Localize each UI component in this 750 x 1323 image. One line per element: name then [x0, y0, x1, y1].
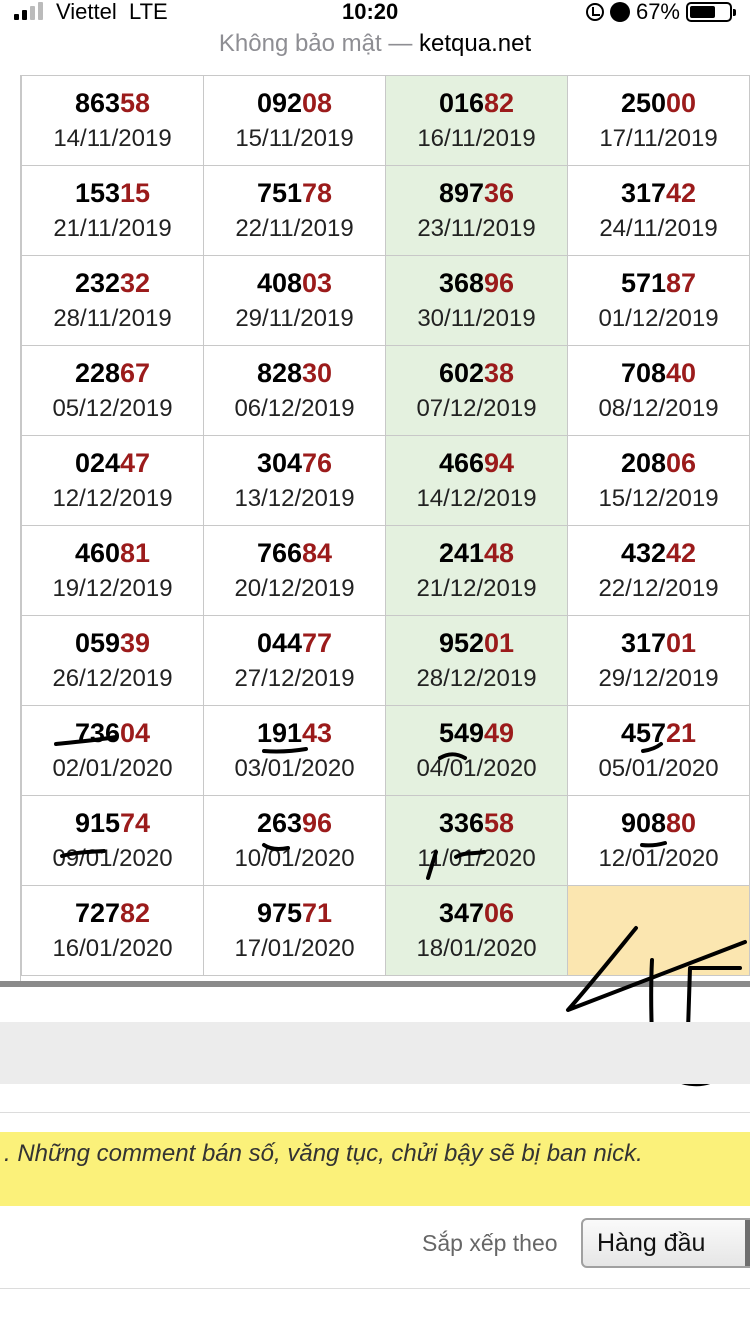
result-number-head: 408 — [256, 267, 302, 298]
result-date: 01/12/2019 — [598, 304, 719, 332]
result-number — [386, 448, 567, 478]
result-cell — [568, 526, 750, 616]
result-number-head: 466 — [438, 447, 484, 478]
result-number-head: 897 — [438, 177, 484, 208]
comment-input-area[interactable] — [0, 1022, 750, 1084]
result-date: 05/01/2020 — [598, 754, 719, 782]
result-date: 19/12/2019 — [52, 574, 173, 602]
result-number — [204, 178, 385, 208]
chevron-down-icon — [745, 1220, 750, 1266]
result-number — [22, 178, 203, 208]
result-date: 15/12/2019 — [598, 484, 719, 512]
result-cell — [204, 886, 386, 976]
result-cell — [568, 436, 750, 526]
result-number-head: 263 — [256, 807, 302, 838]
status-right — [586, 0, 732, 25]
result-number-head: 044 — [256, 627, 302, 658]
result-number-head: 863 — [74, 87, 120, 118]
result-number-head: 549 — [438, 717, 484, 748]
result-date: 22/12/2019 — [598, 574, 719, 602]
result-row — [22, 436, 750, 526]
result-date: 23/11/2019 — [417, 214, 536, 242]
result-number — [386, 718, 567, 748]
result-number — [386, 268, 567, 298]
result-date: 14/12/2019 — [416, 484, 537, 512]
result-date: 17/01/2020 — [234, 934, 355, 962]
result-number-tail: 94 — [484, 447, 515, 478]
result-number-head: 153 — [74, 177, 120, 208]
result-cell — [204, 436, 386, 526]
result-date: 18/01/2020 — [416, 934, 537, 962]
result-date: 16/01/2020 — [52, 934, 173, 962]
result-number-head: 952 — [438, 627, 484, 658]
result-number — [386, 628, 567, 658]
result-cell — [568, 346, 750, 436]
result-number-head: 250 — [620, 87, 666, 118]
result-number-tail: 15 — [120, 177, 151, 208]
result-cell — [204, 346, 386, 436]
result-number — [386, 808, 567, 838]
result-date: 13/12/2019 — [234, 484, 355, 512]
result-cell — [204, 76, 386, 166]
result-number — [568, 538, 749, 568]
result-cell — [386, 706, 568, 796]
result-number-tail: 00 — [666, 87, 697, 118]
result-number-head: 908 — [620, 807, 666, 838]
result-number-head: 304 — [256, 447, 302, 478]
result-date: 30/11/2019 — [417, 304, 536, 332]
result-date: 10/01/2020 — [234, 844, 355, 872]
result-number-tail: 40 — [666, 357, 697, 388]
result-date: 02/01/2020 — [52, 754, 173, 782]
result-number-head: 460 — [74, 537, 120, 568]
result-number — [22, 268, 203, 298]
result-cell — [386, 76, 568, 166]
result-cell — [568, 796, 750, 886]
result-number-head: 751 — [256, 177, 302, 208]
battery-icon — [686, 2, 732, 22]
result-cell — [568, 166, 750, 256]
result-cell — [22, 76, 204, 166]
result-number — [204, 808, 385, 838]
result-number — [568, 628, 749, 658]
result-number-head: 228 — [74, 357, 120, 388]
result-number-tail: 58 — [120, 87, 151, 118]
result-date: 27/12/2019 — [234, 664, 355, 692]
result-number-head: 708 — [620, 357, 666, 388]
result-date: 06/12/2019 — [234, 394, 355, 422]
result-cell — [22, 436, 204, 526]
result-number — [386, 538, 567, 568]
result-number-tail: 08 — [302, 87, 333, 118]
result-date: 21/11/2019 — [53, 214, 172, 242]
result-cell — [204, 526, 386, 616]
result-date: 29/11/2019 — [235, 304, 354, 332]
result-number — [386, 88, 567, 118]
result-number-head: 241 — [438, 537, 484, 568]
result-number-head: 828 — [256, 357, 302, 388]
sort-selected-value: Hàng đầu — [597, 1229, 706, 1257]
result-number — [386, 898, 567, 928]
result-row — [22, 796, 750, 886]
result-cell — [386, 346, 568, 436]
result-number-tail: 80 — [666, 807, 697, 838]
result-number-head: 317 — [620, 627, 666, 658]
result-number-tail: 96 — [302, 807, 333, 838]
sort-select[interactable] — [581, 1218, 750, 1268]
result-number-tail: 21 — [666, 717, 697, 748]
result-number-head: 336 — [438, 807, 484, 838]
result-number-tail: 77 — [302, 627, 333, 658]
result-date: 29/12/2019 — [598, 664, 719, 692]
result-number-tail: 76 — [302, 447, 333, 478]
sort-label: Sắp xếp theo — [422, 1230, 558, 1256]
result-number-head: 024 — [74, 447, 120, 478]
result-date: 16/11/2019 — [417, 124, 536, 152]
result-row — [22, 616, 750, 706]
divider — [0, 981, 750, 987]
rotation-lock-icon — [586, 3, 604, 21]
result-date: 26/12/2019 — [52, 664, 173, 692]
result-date: 28/12/2019 — [416, 664, 537, 692]
result-number-tail: 06 — [666, 447, 697, 478]
result-number-tail: 82 — [120, 897, 151, 928]
security-label: Không bảo mật — — [218, 30, 413, 57]
result-number-tail: 43 — [302, 717, 333, 748]
result-date: 12/01/2020 — [598, 844, 719, 872]
result-number — [204, 88, 385, 118]
comment-rules-notice — [0, 1132, 750, 1206]
result-number-tail: 96 — [484, 267, 515, 298]
result-cell — [22, 796, 204, 886]
result-cell — [386, 436, 568, 526]
status-bar — [0, 0, 750, 24]
result-date: 12/12/2019 — [52, 484, 173, 512]
result-row — [22, 76, 750, 166]
result-date: 24/11/2019 — [599, 214, 718, 242]
result-number-tail: 81 — [120, 537, 151, 568]
result-row — [22, 346, 750, 436]
alarm-icon — [610, 2, 630, 22]
results-table — [21, 75, 750, 976]
carrier-label: Viettel LTE — [56, 0, 168, 24]
result-number-tail: 01 — [666, 627, 697, 658]
result-cell — [22, 346, 204, 436]
result-cell — [22, 526, 204, 616]
result-date: 21/12/2019 — [416, 574, 537, 602]
result-number-tail: 30 — [302, 357, 333, 388]
result-cell — [386, 256, 568, 346]
result-number-head: 092 — [256, 87, 302, 118]
result-number-tail: 58 — [484, 807, 515, 838]
result-row — [22, 706, 750, 796]
battery-percent: 67% — [635, 0, 680, 24]
result-number-tail: 06 — [484, 897, 515, 928]
result-date: 22/11/2019 — [235, 214, 354, 242]
result-number — [568, 88, 749, 118]
result-number — [204, 898, 385, 928]
signal-icon — [14, 2, 43, 20]
result-row — [22, 886, 750, 976]
result-number — [204, 448, 385, 478]
result-number-head: 766 — [256, 537, 302, 568]
result-cell — [204, 706, 386, 796]
result-number — [22, 448, 203, 478]
result-number — [22, 538, 203, 568]
result-number-tail: 39 — [120, 627, 151, 658]
result-number-head: 191 — [256, 717, 302, 748]
result-cell — [22, 886, 204, 976]
result-number-tail: 67 — [120, 357, 151, 388]
result-cell — [386, 166, 568, 256]
result-number-tail: 87 — [666, 267, 697, 298]
result-number-head: 457 — [620, 717, 666, 748]
result-date: 15/11/2019 — [235, 124, 354, 152]
result-cell — [568, 76, 750, 166]
result-number-tail: 42 — [666, 177, 697, 208]
result-number — [568, 448, 749, 478]
result-date: 28/11/2019 — [53, 304, 172, 332]
result-number-tail: 82 — [484, 87, 515, 118]
result-cell — [22, 616, 204, 706]
result-cell — [22, 256, 204, 346]
result-number — [204, 538, 385, 568]
result-number — [568, 808, 749, 838]
result-number — [22, 898, 203, 928]
result-date: 07/12/2019 — [416, 394, 537, 422]
notice-text: . Những comment bán số, văng tục, chửi bậy sẽ bị ban nick. — [4, 1140, 643, 1167]
result-number-tail: 47 — [120, 447, 151, 478]
result-number-head: 347 — [438, 897, 484, 928]
result-number-head: 317 — [620, 177, 666, 208]
result-cell — [204, 256, 386, 346]
result-number — [568, 358, 749, 388]
result-date: 14/11/2019 — [53, 124, 172, 152]
result-cell — [386, 616, 568, 706]
result-row — [22, 526, 750, 616]
result-number-tail: 01 — [484, 627, 515, 658]
result-number-head: 602 — [438, 357, 484, 388]
result-cell-empty — [568, 886, 750, 976]
result-date: 11/01/2020 — [417, 844, 536, 872]
result-number-tail: 36 — [484, 177, 515, 208]
result-cell — [568, 706, 750, 796]
result-cell — [22, 706, 204, 796]
result-cell — [386, 796, 568, 886]
result-number — [386, 178, 567, 208]
result-cell — [204, 616, 386, 706]
result-number-tail: 42 — [666, 537, 697, 568]
result-cell — [568, 616, 750, 706]
result-number-head: 975 — [256, 897, 302, 928]
result-number-head: 208 — [620, 447, 666, 478]
result-number-tail: 74 — [120, 807, 151, 838]
result-number — [22, 628, 203, 658]
result-cell — [568, 256, 750, 346]
result-date: 09/01/2020 — [52, 844, 173, 872]
result-number-tail: 38 — [484, 357, 515, 388]
result-cell — [386, 886, 568, 976]
result-number-head: 016 — [438, 87, 484, 118]
result-cell — [204, 166, 386, 256]
result-number — [568, 268, 749, 298]
result-number — [22, 808, 203, 838]
result-number — [568, 178, 749, 208]
result-number — [22, 358, 203, 388]
result-number-tail: 03 — [302, 267, 333, 298]
result-cell — [204, 796, 386, 886]
result-number-head: 727 — [74, 897, 120, 928]
result-date: 04/01/2020 — [416, 754, 537, 782]
result-number-head: 432 — [620, 537, 666, 568]
result-number-tail: 71 — [302, 897, 333, 928]
result-number — [568, 718, 749, 748]
result-row — [22, 256, 750, 346]
result-number-tail: 49 — [484, 717, 515, 748]
result-number-tail: 84 — [302, 537, 333, 568]
result-number-head: 368 — [438, 267, 484, 298]
result-number — [386, 358, 567, 388]
result-date: 20/12/2019 — [234, 574, 355, 602]
result-number — [22, 718, 203, 748]
results-grid — [0, 75, 750, 983]
result-number-head: 915 — [74, 807, 120, 838]
result-number — [22, 88, 203, 118]
result-date: 17/11/2019 — [599, 124, 718, 152]
result-number-head: 571 — [620, 267, 666, 298]
result-number — [204, 718, 385, 748]
result-number-head: 232 — [74, 267, 120, 298]
address-bar[interactable] — [0, 30, 750, 58]
result-number — [204, 628, 385, 658]
result-date: 03/01/2020 — [234, 754, 355, 782]
clock: 10:20 — [342, 0, 399, 24]
result-number — [204, 358, 385, 388]
result-cell — [22, 166, 204, 256]
result-row — [22, 166, 750, 256]
result-number-tail: 48 — [484, 537, 515, 568]
result-number-tail: 32 — [120, 267, 151, 298]
result-number-head: 736 — [74, 717, 120, 748]
result-cell — [386, 526, 568, 616]
result-number-head: 059 — [74, 627, 120, 658]
result-number — [204, 268, 385, 298]
result-date: 08/12/2019 — [598, 394, 719, 422]
result-date: 05/12/2019 — [52, 394, 173, 422]
site-host: ketqua.net — [419, 30, 532, 57]
result-number-tail: 04 — [120, 717, 151, 748]
result-number-tail: 78 — [302, 177, 333, 208]
